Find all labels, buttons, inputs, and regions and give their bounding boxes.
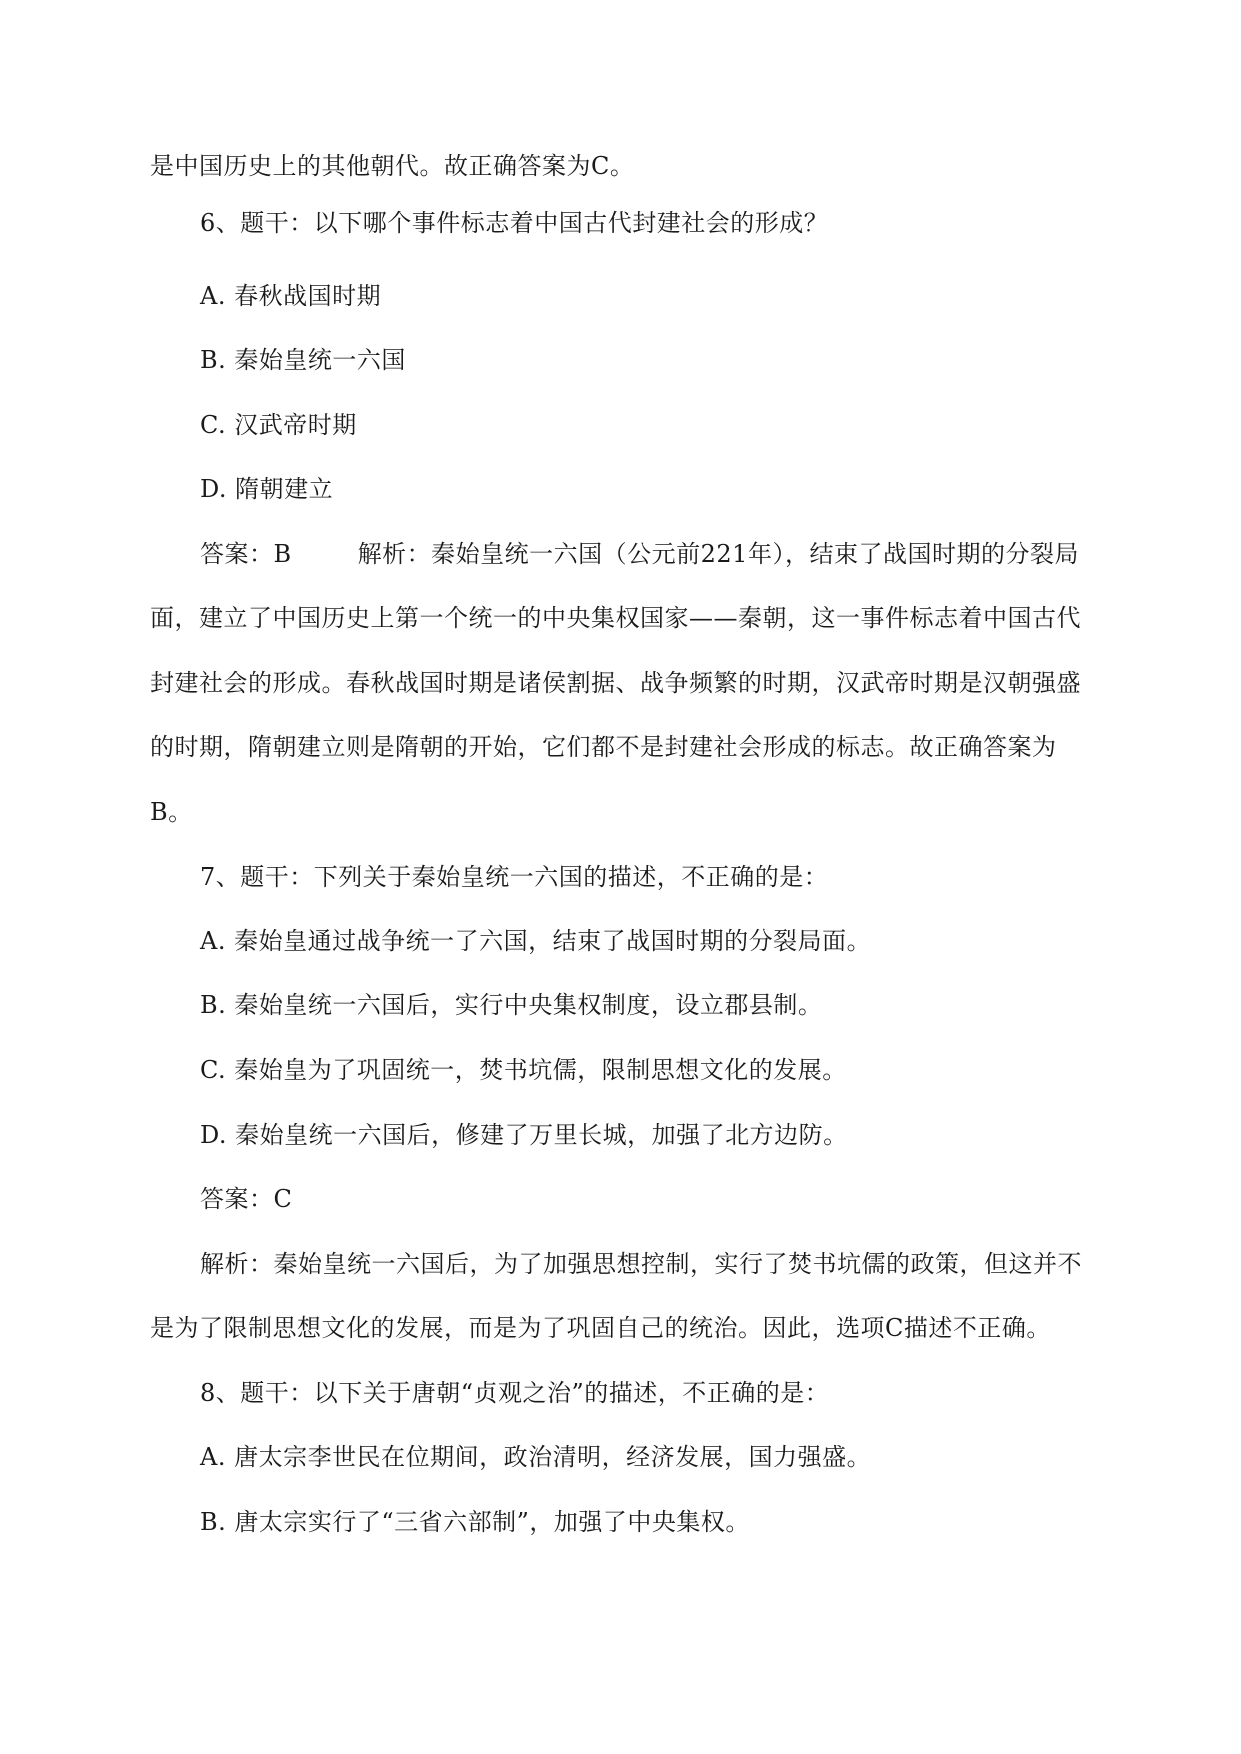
question-7-answer: 答案：C [200, 1185, 293, 1213]
question-6-answer: 答案：B [200, 540, 292, 568]
question-6-answer-line [200, 539, 1079, 569]
question-7-stem: 7、题干：下列关于秦始皇统一六国的描述，不正确的是： [200, 863, 829, 891]
question-7-analysis-line-2: 是为了限制思想文化的发展，而是为了巩固自己的统治。因此，选项C描述不正确。 [150, 1314, 1051, 1342]
question-6-analysis-line-4: 的时期，隋朝建立则是隋朝的开始，它们都不是封建社会形成的标志。故正确答案为 [150, 733, 1057, 761]
question-8-option-a: A. 唐太宗李世民在位期间，政治清明，经济发展，国力强盛。 [200, 1443, 872, 1471]
question-8-option-b: B. 唐太宗实行了“三省六部制”，加强了中央集权。 [200, 1508, 750, 1536]
question-7-option-c: C. 秦始皇为了巩固统一，焚书坑儒，限制思想文化的发展。 [200, 1056, 847, 1084]
question-7-analysis-line-1: 解析：秦始皇统一六国后，为了加强思想控制，实行了焚书坑儒的政策，但这并不 [200, 1250, 1082, 1278]
question-6-analysis-line-3: 封建社会的形成。春秋战国时期是诸侯割据、战争频繁的时期，汉武帝时期是汉朝强盛 [150, 669, 1081, 697]
question-6-option-c: C. 汉武帝时期 [200, 411, 357, 439]
question-6-option-d: D. 隋朝建立 [200, 475, 334, 503]
question-6-option-b: B. 秦始皇统一六国 [200, 346, 406, 374]
question-6-analysis-line-5: B。 [150, 798, 193, 826]
continuation-text: 是中国历史上的其他朝代。故正确答案为C。 [150, 152, 635, 180]
question-8-stem: 8、题干：以下关于唐朝“贞观之治”的描述，不正确的是： [200, 1379, 830, 1407]
question-6-option-a: A. 春秋战国时期 [200, 282, 382, 310]
question-6-analysis-line-1: 解析：秦始皇统一六国（公元前221年），结束了战国时期的分裂局 [357, 540, 1079, 568]
question-7-option-b: B. 秦始皇统一六国后，实行中央集权制度，设立郡县制。 [200, 991, 823, 1019]
question-6-analysis-line-2: 面，建立了中国历史上第一个统一的中央集权国家——秦朝，这一事件标志着中国古代 [150, 604, 1081, 632]
question-6-stem: 6、题干：以下哪个事件标志着中国古代封建社会的形成？ [200, 209, 829, 237]
question-7-option-a: A. 秦始皇通过战争统一了六国，结束了战国时期的分裂局面。 [200, 927, 872, 955]
question-7-option-d: D. 秦始皇统一六国后，修建了万里长城，加强了北方边防。 [200, 1121, 848, 1149]
